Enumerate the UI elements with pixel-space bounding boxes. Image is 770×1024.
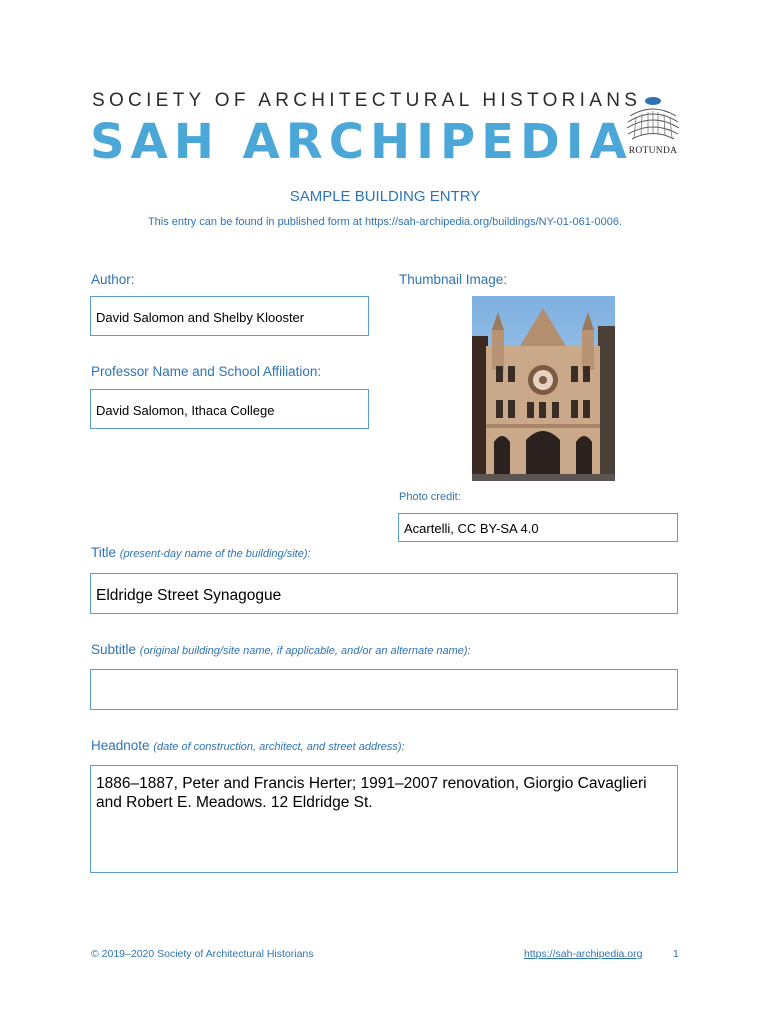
society-name: SOCIETY OF ARCHITECTURAL HISTORIANS [92,90,642,111]
title-label [91,545,311,560]
title-hint: (present-day name of the building/site): [119,548,311,560]
thumbnail-label: Thumbnail Image: [399,272,508,287]
synagogue-photo-icon [472,296,615,481]
page-number: 1 [673,948,679,960]
photo-credit-field[interactable]: Acartelli, CC BY-SA 4.0 [398,513,678,542]
footer-link[interactable]: https://sah-archipedia.org [524,948,643,960]
professor-field[interactable]: David Salomon, Ithaca College [90,389,369,429]
professor-label: Professor Name and School Affiliation: [91,364,322,379]
thumbnail-image[interactable] [472,296,615,481]
rotunda-label: ROTUNDA [628,146,678,156]
author-field[interactable]: David Salomon and Shelby Klooster [90,296,369,336]
brand-logo-text: SAH ARCHIPEDIA [90,114,633,170]
photo-credit-label: Photo credit: [399,491,461,503]
headnote-label [91,738,405,753]
rotunda-logo-icon [622,94,684,142]
title-label-text: Title [91,545,117,560]
subtitle-hint: (original building/site name, if applicable, and/or an alternate name): [139,645,471,657]
headnote-hint: (date of construction, architect, and street address): [153,741,405,753]
title-field[interactable]: Eldridge Street Synagogue [90,573,678,614]
page-title: SAMPLE BUILDING ENTRY [289,188,481,205]
subtitle-label-text: Subtitle [91,642,137,657]
subtitle-field[interactable] [90,669,678,710]
headnote-field[interactable]: 1886–1887, Peter and Francis Herter; 1991–2007 renovation, Giorgio Cavaglieri and Robert E. Meadows. 12 Eldridge St. [90,765,678,873]
subtitle-label [91,642,471,657]
headnote-label-text: Headnote [91,738,150,753]
author-label: Author: [91,272,135,287]
footer-copyright: © 2019–2020 Society of Architectural Historians [91,948,314,960]
published-note: This entry can be found in published form at https://sah-archipedia.org/buildings/NY-01-061-0006. [147,216,623,228]
